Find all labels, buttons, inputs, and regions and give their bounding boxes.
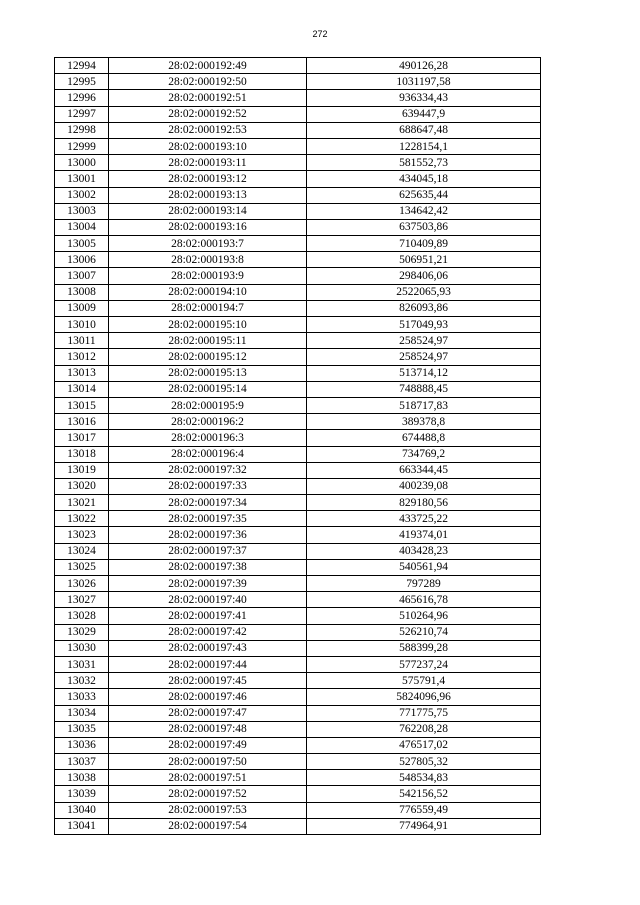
row-number-cell: 13026: [55, 576, 109, 592]
table-row: [55, 333, 541, 349]
value-cell: 688647,48: [307, 122, 541, 138]
value-cell: 1228154,1: [307, 138, 541, 154]
row-number-cell: 13024: [55, 543, 109, 559]
row-number-cell: 12995: [55, 74, 109, 90]
row-number-cell: 13040: [55, 802, 109, 818]
value-cell: 527805,32: [307, 754, 541, 770]
value-cell: 581552,73: [307, 155, 541, 171]
table-row: [55, 786, 541, 802]
cadastral-number-cell: 28:02:000193:10: [109, 138, 307, 154]
cadastral-number-cell: 28:02:000194:10: [109, 284, 307, 300]
row-number-cell: 13001: [55, 171, 109, 187]
cadastral-number-cell: 28:02:000197:46: [109, 689, 307, 705]
table-row: [55, 236, 541, 252]
table-row: [55, 446, 541, 462]
cadastral-number-cell: 28:02:000197:49: [109, 737, 307, 753]
cadastral-number-cell: 28:02:000193:14: [109, 203, 307, 219]
row-number-cell: 13034: [55, 705, 109, 721]
row-number-cell: 13031: [55, 656, 109, 672]
cadastral-number-cell: 28:02:000197:47: [109, 705, 307, 721]
value-cell: 540561,94: [307, 559, 541, 575]
table-row: [55, 770, 541, 786]
table-row: [55, 171, 541, 187]
value-cell: 506951,21: [307, 252, 541, 268]
value-cell: 639447,9: [307, 106, 541, 122]
cadastral-number-cell: 28:02:000197:44: [109, 656, 307, 672]
row-number-cell: 13018: [55, 446, 109, 462]
row-number-cell: 13033: [55, 689, 109, 705]
value-cell: 258524,97: [307, 349, 541, 365]
table-row: [55, 478, 541, 494]
row-number-cell: 12996: [55, 90, 109, 106]
row-number-cell: 13003: [55, 203, 109, 219]
cadastral-number-cell: 28:02:000197:54: [109, 818, 307, 834]
table-row: [55, 90, 541, 106]
table-row: [55, 527, 541, 543]
cadastral-number-cell: 28:02:000195:14: [109, 381, 307, 397]
cadastral-number-cell: 28:02:000197:33: [109, 478, 307, 494]
value-cell: 476517,02: [307, 737, 541, 753]
table-row: [55, 802, 541, 818]
cadastral-number-cell: 28:02:000197:34: [109, 495, 307, 511]
table-row: [55, 122, 541, 138]
value-cell: 762208,28: [307, 721, 541, 737]
value-cell: 575791,4: [307, 673, 541, 689]
table-row: [55, 430, 541, 446]
table-row: [55, 737, 541, 753]
value-cell: 829180,56: [307, 495, 541, 511]
row-number-cell: 12999: [55, 138, 109, 154]
cadastral-number-cell: 28:02:000197:39: [109, 576, 307, 592]
table-row: [55, 576, 541, 592]
table-row: [55, 689, 541, 705]
cadastral-number-cell: 28:02:000193:7: [109, 236, 307, 252]
table-row: [55, 58, 541, 74]
row-number-cell: 13007: [55, 268, 109, 284]
value-cell: 748888,45: [307, 381, 541, 397]
value-cell: 5824096,96: [307, 689, 541, 705]
row-number-cell: 13022: [55, 511, 109, 527]
table-row: [55, 300, 541, 316]
table-row: [55, 365, 541, 381]
cadastral-number-cell: 28:02:000195:9: [109, 397, 307, 413]
row-number-cell: 13013: [55, 365, 109, 381]
row-number-cell: 13004: [55, 219, 109, 235]
value-cell: 674488,8: [307, 430, 541, 446]
value-cell: 403428,23: [307, 543, 541, 559]
row-number-cell: 13039: [55, 786, 109, 802]
table-row: [55, 705, 541, 721]
row-number-cell: 13002: [55, 187, 109, 203]
row-number-cell: 12994: [55, 58, 109, 74]
value-cell: 542156,52: [307, 786, 541, 802]
table-row: [55, 187, 541, 203]
value-cell: 490126,28: [307, 58, 541, 74]
table-row: [55, 106, 541, 122]
cadastral-number-cell: 28:02:000193:12: [109, 171, 307, 187]
row-number-cell: 13025: [55, 559, 109, 575]
row-number-cell: 13041: [55, 818, 109, 834]
value-cell: 588399,28: [307, 640, 541, 656]
value-cell: 548534,83: [307, 770, 541, 786]
row-number-cell: 13017: [55, 430, 109, 446]
cadastral-number-cell: 28:02:000192:52: [109, 106, 307, 122]
table-row: [55, 155, 541, 171]
row-number-cell: 13020: [55, 478, 109, 494]
value-cell: 433725,22: [307, 511, 541, 527]
value-cell: 797289: [307, 576, 541, 592]
value-cell: 734769,2: [307, 446, 541, 462]
row-number-cell: 13008: [55, 284, 109, 300]
row-number-cell: 13014: [55, 381, 109, 397]
value-cell: 298406,06: [307, 268, 541, 284]
table-row: [55, 203, 541, 219]
table-row: [55, 414, 541, 430]
row-number-cell: 13010: [55, 317, 109, 333]
value-cell: 258524,97: [307, 333, 541, 349]
cadastral-number-cell: 28:02:000194:7: [109, 300, 307, 316]
cadastral-number-cell: 28:02:000192:50: [109, 74, 307, 90]
cadastral-number-cell: 28:02:000197:51: [109, 770, 307, 786]
table-row: [55, 252, 541, 268]
value-cell: 710409,89: [307, 236, 541, 252]
table-row: [55, 495, 541, 511]
table-row: [55, 219, 541, 235]
value-cell: 826093,86: [307, 300, 541, 316]
value-cell: 774964,91: [307, 818, 541, 834]
cadastral-number-cell: 28:02:000192:53: [109, 122, 307, 138]
cadastral-number-cell: 28:02:000196:2: [109, 414, 307, 430]
row-number-cell: 13030: [55, 640, 109, 656]
row-number-cell: 13035: [55, 721, 109, 737]
table-row: [55, 559, 541, 575]
row-number-cell: 13037: [55, 754, 109, 770]
cadastral-number-cell: 28:02:000192:49: [109, 58, 307, 74]
value-cell: 1031197,58: [307, 74, 541, 90]
cadastral-number-cell: 28:02:000195:13: [109, 365, 307, 381]
table-row: [55, 317, 541, 333]
table-row: [55, 462, 541, 478]
row-number-cell: 13016: [55, 414, 109, 430]
row-number-cell: 13009: [55, 300, 109, 316]
table-row: [55, 284, 541, 300]
table-row: [55, 138, 541, 154]
cadastral-number-cell: 28:02:000197:53: [109, 802, 307, 818]
cadastral-number-cell: 28:02:000197:43: [109, 640, 307, 656]
cadastral-number-cell: 28:02:000197:50: [109, 754, 307, 770]
row-number-cell: 13006: [55, 252, 109, 268]
cadastral-number-cell: 28:02:000193:13: [109, 187, 307, 203]
table-row: [55, 656, 541, 672]
row-number-cell: 13011: [55, 333, 109, 349]
table-row: [55, 397, 541, 413]
value-cell: 465616,78: [307, 592, 541, 608]
cadastral-number-cell: 28:02:000193:11: [109, 155, 307, 171]
cadastral-number-cell: 28:02:000197:37: [109, 543, 307, 559]
value-cell: 134642,42: [307, 203, 541, 219]
row-number-cell: 13005: [55, 236, 109, 252]
value-cell: 637503,86: [307, 219, 541, 235]
value-cell: 625635,44: [307, 187, 541, 203]
table-row: [55, 543, 541, 559]
cadastral-number-cell: 28:02:000197:48: [109, 721, 307, 737]
cadastral-number-cell: 28:02:000195:10: [109, 317, 307, 333]
cadastral-number-cell: 28:02:000197:36: [109, 527, 307, 543]
row-number-cell: 13015: [55, 397, 109, 413]
row-number-cell: 13000: [55, 155, 109, 171]
cadastral-number-cell: 28:02:000197:45: [109, 673, 307, 689]
page-number: 272: [312, 29, 328, 39]
table-row: [55, 673, 541, 689]
cadastral-number-cell: 28:02:000195:12: [109, 349, 307, 365]
cadastral-number-cell: 28:02:000193:16: [109, 219, 307, 235]
value-cell: 776559,49: [307, 802, 541, 818]
table-row: [55, 624, 541, 640]
value-cell: 434045,18: [307, 171, 541, 187]
value-cell: 400239,08: [307, 478, 541, 494]
value-cell: 771775,75: [307, 705, 541, 721]
row-number-cell: 13012: [55, 349, 109, 365]
table-row: [55, 818, 541, 834]
cadastral-number-cell: 28:02:000197:40: [109, 592, 307, 608]
value-cell: 419374,01: [307, 527, 541, 543]
row-number-cell: 13028: [55, 608, 109, 624]
value-cell: 510264,96: [307, 608, 541, 624]
value-cell: 936334,43: [307, 90, 541, 106]
row-number-cell: 13038: [55, 770, 109, 786]
cadastral-number-cell: 28:02:000197:38: [109, 559, 307, 575]
table-row: [55, 268, 541, 284]
cadastral-number-cell: 28:02:000197:35: [109, 511, 307, 527]
row-number-cell: 13036: [55, 737, 109, 753]
value-cell: 389378,8: [307, 414, 541, 430]
value-cell: 2522065,93: [307, 284, 541, 300]
cadastral-number-cell: 28:02:000197:32: [109, 462, 307, 478]
row-number-cell: 12997: [55, 106, 109, 122]
row-number-cell: 13027: [55, 592, 109, 608]
table-row: [55, 721, 541, 737]
cadastral-number-cell: 28:02:000193:9: [109, 268, 307, 284]
row-number-cell: 13019: [55, 462, 109, 478]
cadastral-number-cell: 28:02:000197:41: [109, 608, 307, 624]
data-table: [54, 57, 541, 835]
value-cell: 577237,24: [307, 656, 541, 672]
cadastral-number-cell: 28:02:000192:51: [109, 90, 307, 106]
table-row: [55, 381, 541, 397]
table-body: [55, 58, 541, 835]
table-row: [55, 511, 541, 527]
table-row: [55, 640, 541, 656]
table-row: [55, 754, 541, 770]
value-cell: 518717,83: [307, 397, 541, 413]
table-row: [55, 592, 541, 608]
cadastral-number-cell: 28:02:000196:3: [109, 430, 307, 446]
row-number-cell: 13023: [55, 527, 109, 543]
row-number-cell: 12998: [55, 122, 109, 138]
cadastral-number-cell: 28:02:000197:42: [109, 624, 307, 640]
value-cell: 526210,74: [307, 624, 541, 640]
value-cell: 663344,45: [307, 462, 541, 478]
table-row: [55, 608, 541, 624]
row-number-cell: 13029: [55, 624, 109, 640]
value-cell: 517049,93: [307, 317, 541, 333]
table-row: [55, 74, 541, 90]
table-row: [55, 349, 541, 365]
value-cell: 513714,12: [307, 365, 541, 381]
cadastral-number-cell: 28:02:000197:52: [109, 786, 307, 802]
cadastral-number-cell: 28:02:000195:11: [109, 333, 307, 349]
row-number-cell: 13032: [55, 673, 109, 689]
cadastral-number-cell: 28:02:000196:4: [109, 446, 307, 462]
cadastral-number-cell: 28:02:000193:8: [109, 252, 307, 268]
row-number-cell: 13021: [55, 495, 109, 511]
